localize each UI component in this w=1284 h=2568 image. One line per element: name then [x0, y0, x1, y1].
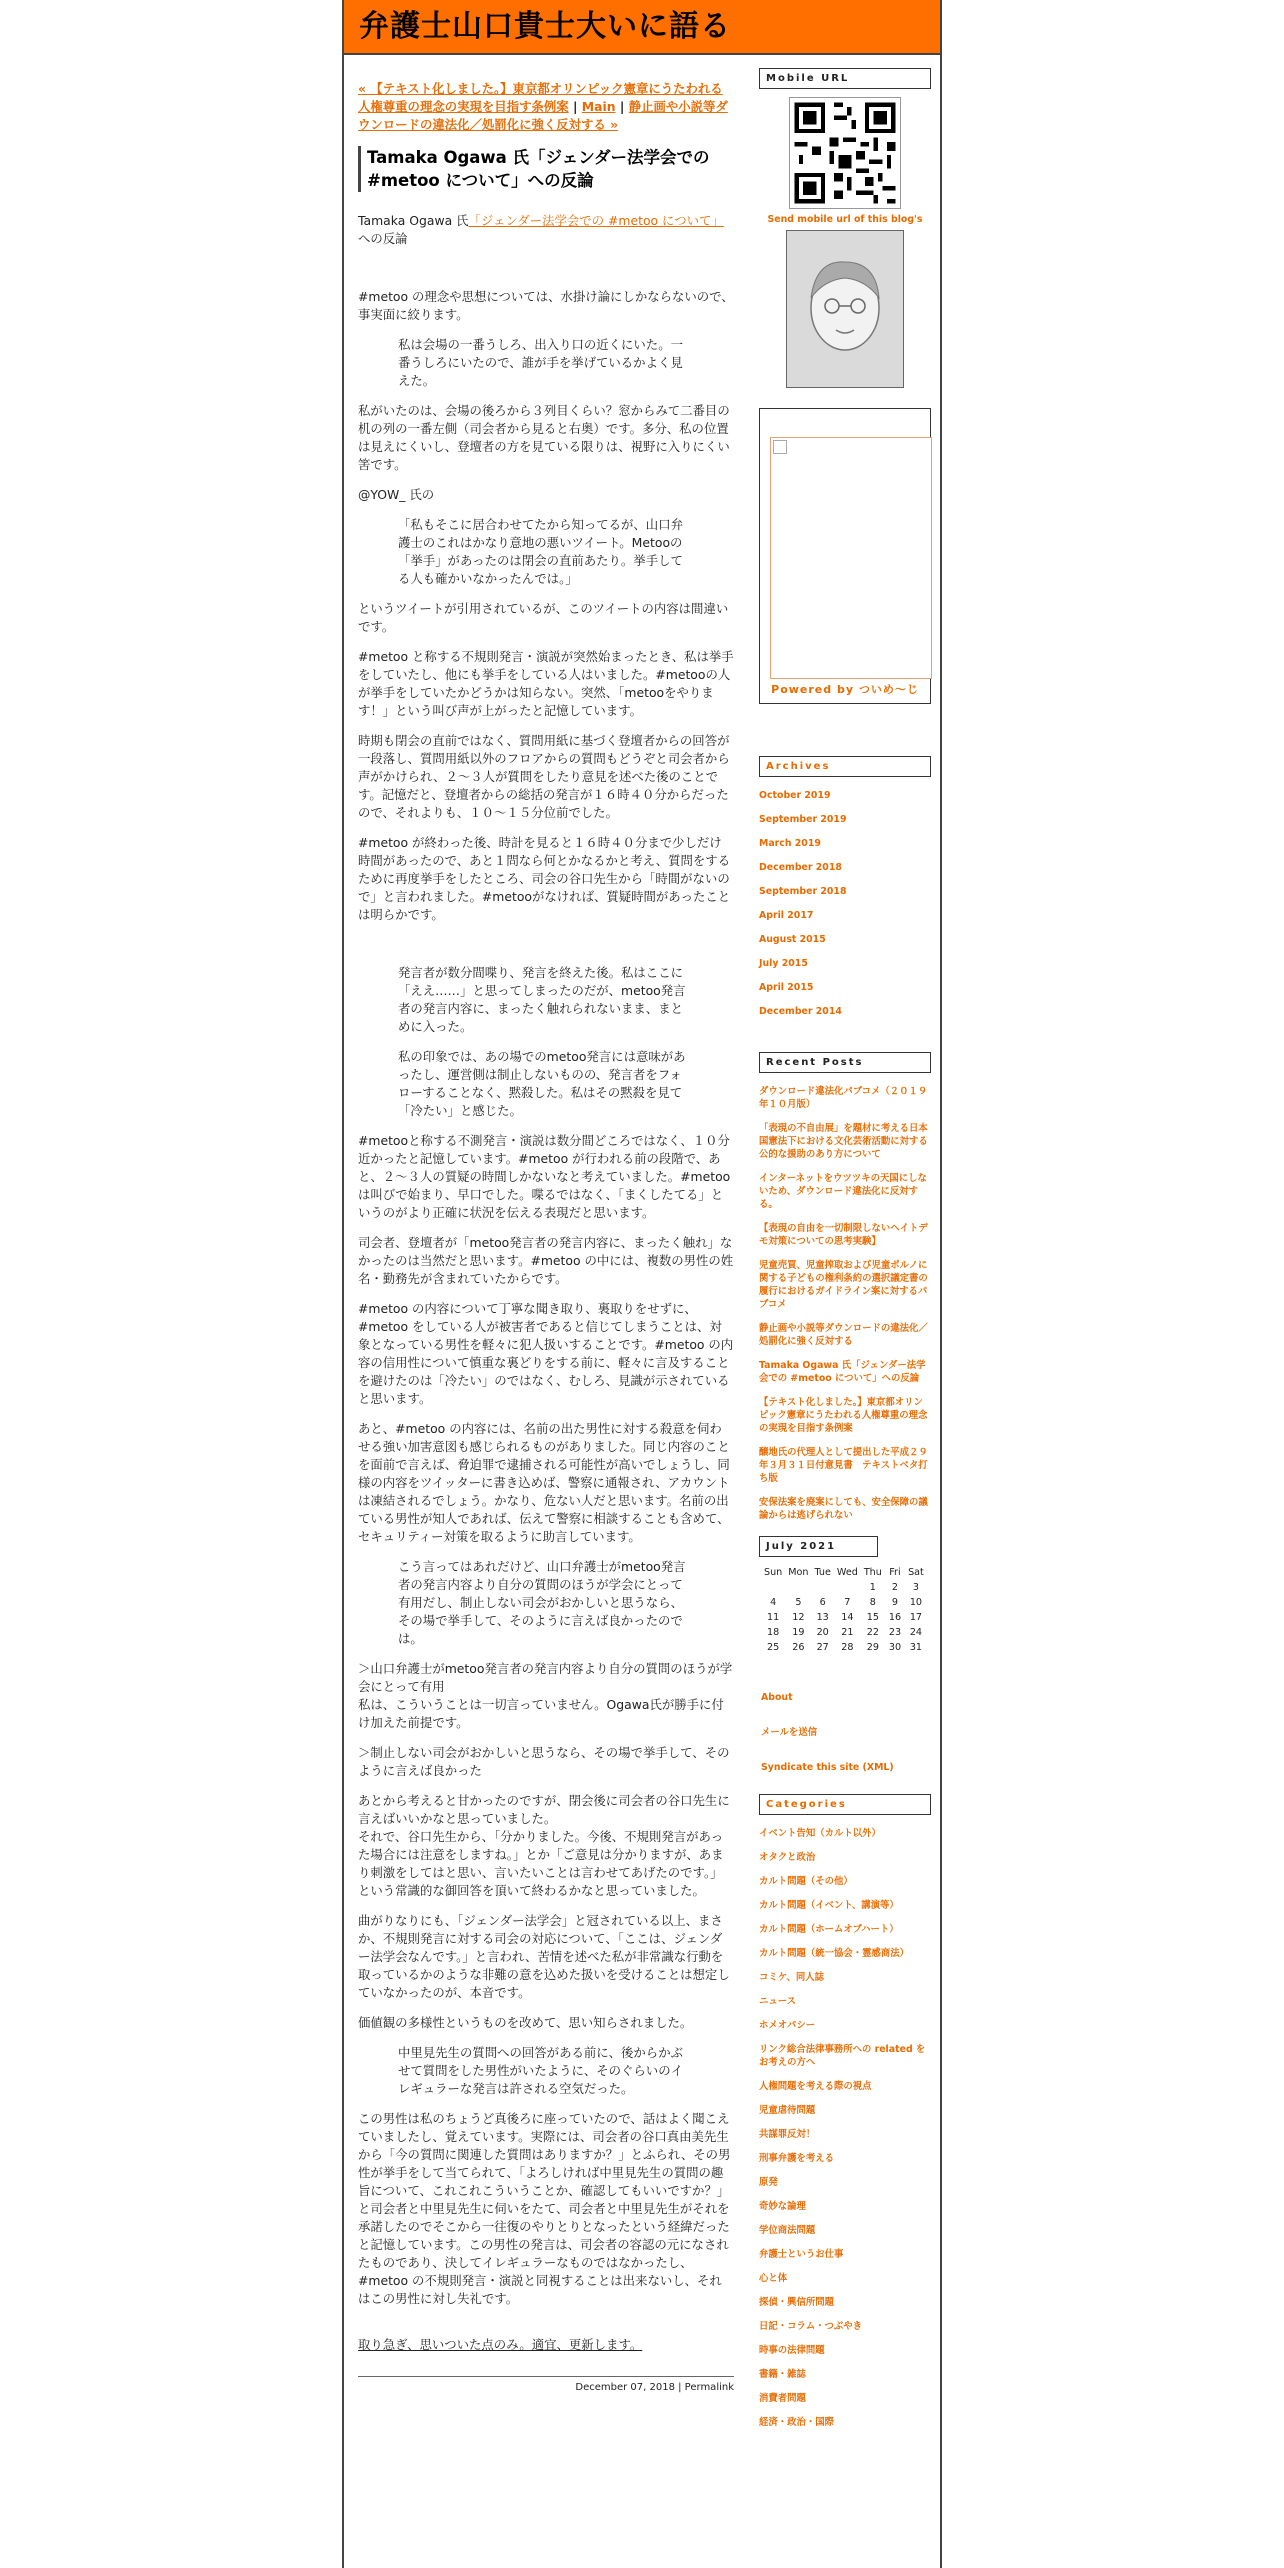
archive-link[interactable]: August 2015: [759, 934, 826, 945]
calendar-week: 18 19 20 21 22 23 24: [767, 1627, 923, 1638]
sidebar: [759, 68, 931, 2440]
mobile-url-heading: Mobile URL: [759, 68, 931, 89]
recent-post-link[interactable]: 静止画や小説等ダウンロードの違法化／処罰化に強く反対する: [759, 1323, 928, 1347]
recent-post-link[interactable]: 安保法案を廃案にしても、安全保障の議論からは逃げられない: [759, 1497, 928, 1521]
category-link[interactable]: 時事の法律問題: [759, 2345, 825, 2356]
category-link[interactable]: リンク総合法律事務所への related をお考えの方へ: [759, 2044, 926, 2068]
syndicate-link[interactable]: Syndicate this site (XML): [761, 1762, 894, 1773]
category-link[interactable]: 共謀罪反対！: [759, 2129, 816, 2140]
paragraph: あとから考えると甘かったのですが、閉会後に司会者の谷口先生に言えばいいかなと思っていました。 それで、谷口先生から、「分かりました。今後、不規則発言があった場合には注意をしますね。」とか「ご意見は分かりますが、あまり刺激をしてはと思い、言いたいことは言わせてあげたのです。」という常識的な御回答を頂いて終わるかなと思っていました。: [358, 1793, 730, 1898]
post-footer[interactable]: December 07, 2018 | Permalink: [358, 2376, 734, 2397]
categories-list: [759, 1827, 931, 2429]
category-link[interactable]: 心と体: [759, 2273, 788, 2284]
archive-link[interactable]: October 2019: [759, 790, 831, 801]
paragraph: #metoo が終わった後、時計を見ると１６時４０分まで少しだけ時間があったので、あと１問なら何とかなるかと考え、質問をするために再度挙手をしたところ、司会の谷口先生から「時間がないので」と言われました。#metooがなければ、質疑時間があったことは明らかです。: [358, 835, 731, 922]
category-link[interactable]: 学位商法問題: [759, 2225, 816, 2236]
calendar: [761, 1565, 927, 1655]
paragraph: @YOW_ 氏の: [358, 487, 435, 502]
archive-link[interactable]: December 2018: [759, 862, 842, 873]
archive-link[interactable]: March 2019: [759, 838, 821, 849]
avatar: [786, 230, 904, 388]
paragraph: #metoo の理念や思想については、水掛け論にしかならないので、事実面に絞ります。: [358, 289, 734, 322]
recent-post-link[interactable]: 醸地氏の代理人として提出した平成２９年３月３１日付意見書 テキストベタ打ち版: [759, 1447, 928, 1484]
paragraph: というツイートが引用されているが、このツイートの内容は間違いです。: [358, 601, 729, 634]
category-link[interactable]: 経済・政治・国際: [759, 2417, 835, 2428]
paragraph: #metoo と称する不規則発言・演説が突然始まったとき、私は挙手をしていたし、他にも挙手をしている人はいました。#metooの人が挙手をしていたかどうかは知らない。突然、「metooをやります！」という叫び声が上がったと記憶しています。: [358, 649, 734, 718]
next-post-link[interactable]: 静止画や小説等ダウンロードの違法化／処罰化に強く反対する »: [358, 99, 728, 132]
blockquote: 「私もそこに居合わせてたから知ってるが、山口弁護士のこれはかなり意地の悪いツイート。Metooの「挙手」があったのは閉会の直前あたり。挙手してる人も確かいなかったんでは。」: [398, 517, 683, 586]
mobile-url-caption[interactable]: Send mobile url of this blog's: [767, 214, 923, 225]
recent-posts-list: [759, 1085, 931, 1522]
post-navigation: « 【テキスト化しました。】東京都オリンピック憲章にうたわれる人権尊重の理念の実現を目指す条例案 | Main | 静止画や小説等ダウンロードの違法化／処罰化に強く反対する »: [358, 81, 728, 132]
category-link[interactable]: カルト問題（ホームオブハート）: [759, 1924, 899, 1935]
prev-post-link[interactable]: « 【テキスト化しました。】東京都オリンピック憲章にうたわれる人権尊重の理念の実現を目指す条例案: [358, 81, 723, 114]
paragraph: 司会者、登壇者が「metoo発言者の発言内容に、まったく触れ」なかったのは当然だと思います。#metoo の中には、複数の男性の姓名・勤務先が含まれていたからです。: [358, 1235, 734, 1286]
broken-image-icon: [773, 440, 787, 454]
archive-link[interactable]: April 2015: [759, 982, 814, 993]
paragraph: この男性は私のちょうど真後ろに座っていたので、話はよく聞こえていましたし、覚えています。実際には、司会者の谷口真由美先生から「今の質問に関連した質問はありますか？」とふられ、その男性が挙手をして当てられて、「よろしければ中里見先生の質問の趣旨について、これこれこういうことか、確認してもいいですか？」と司会者と中里見先生に伺いをたて、司会者と中里見先生がそれを承諾したのでそこから一往復のやりとりとなったという経緯だったと記憶しています。この男性の発言は、司会者の容認の元になされたものであり、決してイレギュラーなものではなかったし、#metoo の不規則発言・演説と同視することは出来ないし、それはこの男性に対し失礼です。: [358, 2111, 731, 2306]
calendar-week: 1 2 3: [869, 1582, 919, 1593]
category-link[interactable]: ホメオパシー: [759, 2020, 816, 2031]
paragraph: ＞山口弁護士がmetoo発言者の発言内容より自分の質問のほうが学会にとって有用 私は、こういうことは一切言っていません。Ogawa氏が勝手に付け加えた前提です。: [358, 1661, 733, 1730]
archive-link[interactable]: July 2015: [759, 958, 808, 969]
paragraph: 私がいたのは、会場の後ろから３列目くらい？窓からみて二番目の机の列の一番左側（司会者から見ると右奥）です。多分、私の位置は見えにくいし、登壇者の方を見ている限りは、視野に入りにくい筈です。: [358, 403, 730, 472]
category-link[interactable]: コミケ、同人誌: [759, 1972, 824, 1983]
category-link[interactable]: 児童虐待問題: [759, 2105, 816, 2116]
paragraph: #metoo の内容について丁寧な聞き取り、裏取りをせずに、#metoo をしている人が被害者であると信じてしまうことは、対象となっている男性を軽々に犯人扱いすることです。#metoo の内容の信用性について慎重な裏どりをする前に、軽々に言及することを避けたのは「冷たい」のではなく、むしろ、見識が示されていると思います。: [358, 1301, 734, 1406]
calendar-heading: July 2021: [759, 1536, 878, 1557]
main-content: [358, 80, 734, 2397]
archive-link[interactable]: September 2019: [759, 814, 847, 825]
archive-link[interactable]: April 2017: [759, 910, 814, 921]
category-link[interactable]: 原発: [759, 2177, 778, 2188]
widget-image[interactable]: [770, 437, 932, 679]
category-link[interactable]: カルト問題（統一協会・霊感商法）: [759, 1948, 910, 1959]
about-link[interactable]: About: [761, 1692, 793, 1703]
blockquote: こう言ってはあれだけど、山口弁護士がmetoo発言者の発言内容より自分の質問のほうが学会にとって有用だし、制止しない司会がおかしいと思うなら、その場で挙手して、そのように言えば良かったのでは。: [398, 1559, 686, 1646]
category-link[interactable]: 探偵・興信所問題: [759, 2297, 835, 2308]
blog-title[interactable]: 弁護士山口貴士大いに語る: [359, 9, 731, 44]
archives-heading: Archives: [759, 756, 931, 777]
recent-posts-heading: Recent Posts: [759, 1052, 931, 1073]
paragraph: あと、#metoo の内容には、名前の出た男性に対する殺意を伺わせる強い加害意図も感じられるものがありました。同じ内容のことを面前で言えば、脅迫罪で逮捕される可能性が高いでしょうし、同様の内容をツイッターに書き込めば、警察に通報され、アカウントは凍結されるでしょう。かなり、危ない人だと思います。名前の出ている男性が知人であれば、伝えて警察に相談することも含めて、セキュリティー対策を取るように助言しています。: [358, 1421, 730, 1544]
paragraph: 時期も閉会の直前ではなく、質問用紙に基づく登壇者からの回答が一段落し、質問用紙以外のフロアからの質問もどうぞと司会者から声がかけられ、２～３人が質問をしたり意見を述べた後のことです。記憶だと、登壇者からの総括の発言が１６時４０分からだったので、それよりも、１０～１５分位前でした。: [358, 733, 730, 820]
recent-post-link[interactable]: ダウンロード違法化パブコメ（２０１９年１０月版）: [759, 1086, 928, 1110]
paragraph: 取り急ぎ、思いついた点のみ。適宜、更新します。: [358, 2337, 643, 2352]
category-link[interactable]: 日記・コラム・つぶやき: [759, 2321, 863, 2332]
post-title: Tamaka Ogawa 氏「ジェンダー法学会での #metoo について」への反論: [358, 146, 734, 192]
categories-heading: Categories: [759, 1794, 931, 1815]
blog-banner: [344, 0, 940, 55]
calendar-week: 4 5 6 7 8 9 10: [770, 1597, 923, 1608]
recent-post-link[interactable]: Tamaka Ogawa 氏「ジェンダー法学会での #metoo について」への反論: [759, 1360, 926, 1384]
recent-post-link[interactable]: 児童売買、児童搾取および児童ポルノに関する子どもの権利条約の選択議定書の履行におけるガイドライン案に対するパブコメ: [759, 1260, 928, 1310]
category-link[interactable]: カルト問題（イベント、講演等）: [759, 1900, 899, 1911]
blockquote: 中里見先生の質問への回答がある前に、後からかぶせて質問をした男性がいたように、そのぐらいのイレギュラーな発言は許される空気だった。: [398, 2045, 683, 2096]
archive-link[interactable]: September 2018: [759, 886, 847, 897]
main-link[interactable]: Main: [581, 99, 616, 114]
calendar-week: 11 12 13 14 15 16 17: [767, 1612, 923, 1623]
category-link[interactable]: 弁護士というお仕事: [759, 2249, 844, 2260]
category-link[interactable]: イベント告知（カルト以外）: [759, 1828, 881, 1839]
archives-list: [759, 789, 931, 1018]
powered-by-widget: [759, 408, 931, 704]
category-link[interactable]: 書籍・雑誌: [759, 2369, 806, 2380]
paragraph: 曲がりなりにも、「ジェンダー法学会」と冠されている以上、まさか、不規則発言に対する司会の対応について、「ここは、ジェンダー法学会なんです。」と言われ、苦情を述べた私が非常識な行動を取っているかのような非難の意を込めた扱いを受けることは想定していなかったのが、本音です。: [358, 1913, 730, 2000]
category-link[interactable]: ニュース: [759, 1996, 797, 2007]
category-link[interactable]: 刑事弁護を考える: [759, 2153, 835, 2164]
calendar-header-row: Sun Mon Tue Wed Thu Fri Sat: [764, 1567, 924, 1578]
category-link[interactable]: 人権問題を考える際の視点: [759, 2081, 872, 2092]
paragraph: 価値観の多様性というものを改めて、思い知らされました。: [358, 2015, 693, 2030]
blockquote: 私は会場の一番うしろ、出入り口の近くにいた。一番うしろにいたので、誰が手を挙げているかよく見えた。: [398, 337, 683, 388]
recent-post-link[interactable]: インターネットをウツツキの天国にしないため、ダウンロード違法化に反対する。: [759, 1173, 927, 1210]
blockquote: 発言者が数分間喋り、発言を終えた後。私はここに「ええ……」と思ってしまったのだが、metoo発言者の発言内容に、まったく触れられないまま、まとめに入った。 私の印象では、あの場でのmetoo発言には意味があったし、運営側は制止しないものの、発言者をフォローすることなく、黙殺した。私はその黙殺を見て「冷たい」と感じた。: [398, 965, 686, 1118]
category-link[interactable]: オタクと政治: [759, 1852, 816, 1863]
intro-link[interactable]: 「ジェンダー法学会での #metoo について」: [468, 213, 724, 228]
qr-code-icon: [789, 97, 901, 209]
category-link[interactable]: 奇妙な論理: [759, 2201, 806, 2212]
recent-post-link[interactable]: 「表現の不自由展」を題材に考える日本国憲法下における文化芸術活動に対する公的な援助のあり方について: [759, 1123, 928, 1160]
category-link[interactable]: 消費者問題: [759, 2393, 806, 2404]
send-email-link[interactable]: メールを送信: [761, 1727, 818, 1738]
page-container: [342, 0, 942, 2568]
powered-by-caption[interactable]: Powered by ついめ～じ: [771, 683, 919, 696]
paragraph: ＞制止しない司会がおかしいと思うなら、その場で挙手して、そのように言えば良かった: [358, 1745, 730, 1778]
calendar-week: 25 26 27 28 29 30 31: [767, 1642, 923, 1653]
misc-links: [759, 1691, 931, 1774]
recent-post-link[interactable]: 【テキスト化しました。】東京都オリンピック憲章にうたわれる人権尊重の理念の実現を目指す条例案: [759, 1397, 928, 1434]
recent-post-link[interactable]: 【表現の自由を一切制限しないヘイトデモ対策についての思考実験】: [759, 1223, 928, 1247]
post-intro: Tamaka Ogawa 氏「ジェンダー法学会での #metoo について」への反論: [358, 213, 724, 246]
paragraph: #metooと称する不測発言・演説は数分間どころではなく、１０分近かったと記憶しています。#metoo が行われる前の段階で、あと、２～３人の質疑の時間しかないなと考えていました。#metoo は叫びで始まり、早口でした。喋るではなく、「まくしたてる」というのがより正確に状況を伝える表現だと思います。: [358, 1133, 731, 1220]
category-link[interactable]: カルト問題（その他）: [759, 1876, 853, 1887]
archive-link[interactable]: December 2014: [759, 1006, 842, 1017]
